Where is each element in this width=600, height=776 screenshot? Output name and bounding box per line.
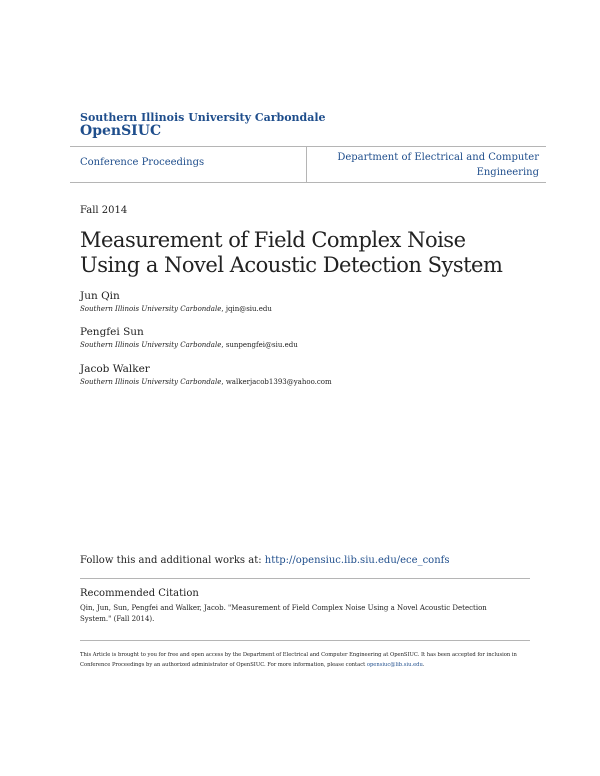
department-link[interactable]: Department of Electrical and Computer Engineering	[337, 152, 539, 178]
footer-rule	[80, 640, 530, 641]
footer-end: .	[422, 662, 425, 668]
paper-title: Measurement of Field Complex Noise Using a Novel Acoustic Detection System	[80, 228, 503, 277]
header-rule-bottom	[70, 182, 546, 183]
author-affiliation: Southern Illinois University Carbondale, sunpengfei@siu.edu	[80, 341, 298, 349]
author-name: Jacob Walker	[80, 363, 150, 375]
collection-link[interactable]: Conference Proceedings	[80, 157, 205, 168]
footer-notice	[80, 650, 530, 670]
author-email[interactable]: sunpengfei@siu.edu	[225, 341, 298, 349]
author-email[interactable]: walkerjacob1393@yahoo.com	[225, 378, 332, 386]
author-name: Pengfei Sun	[80, 326, 144, 338]
author-name: Jun Qin	[80, 290, 120, 302]
contact-email-link[interactable]: opensiuc@lib.siu.edu	[366, 662, 423, 668]
header-divider	[306, 146, 307, 182]
author-affiliation: Southern Illinois University Carbondale, walkerjacob1393@yahoo.com	[80, 378, 332, 386]
author-affiliation: Southern Illinois University Carbondale, jqin@siu.edu	[80, 305, 272, 313]
university-name: Southern Illinois University Carbondale	[80, 111, 326, 124]
follow-line	[80, 555, 449, 566]
repository-name[interactable]: OpenSIUC	[80, 123, 162, 139]
citation-text: Qin, Jun, Sun, Pengfei and Walker, Jacob. "Measurement of Field Complex Noise Using a Novel Acoustic Detection System." (Fall 2014).	[80, 604, 487, 623]
author-email[interactable]: jqin@siu.edu	[225, 305, 272, 313]
citation-rule	[80, 578, 530, 579]
citation-heading: Recommended Citation	[80, 588, 199, 599]
collection-url-link[interactable]: http://opensiuc.lib.siu.edu/ece_confs	[264, 555, 450, 566]
header-rule-top	[70, 146, 546, 147]
affiliation-text: Southern Illinois University Carbondale	[80, 378, 222, 386]
footer-text: This Article is brought to you for free and open access by the Department of Electrical and Computer Engineering at OpenSIUC. It has been accepted for inclusion in Conference Proceedings by an authorized administrator of OpenSIUC. For more information, please contact	[80, 652, 517, 668]
affiliation-text: Southern Illinois University Carbondale	[80, 341, 222, 349]
affiliation-text: Southern Illinois University Carbondale	[80, 305, 222, 313]
publication-date: Fall 2014	[80, 205, 128, 216]
follow-text: Follow this and additional works at:	[80, 555, 265, 566]
